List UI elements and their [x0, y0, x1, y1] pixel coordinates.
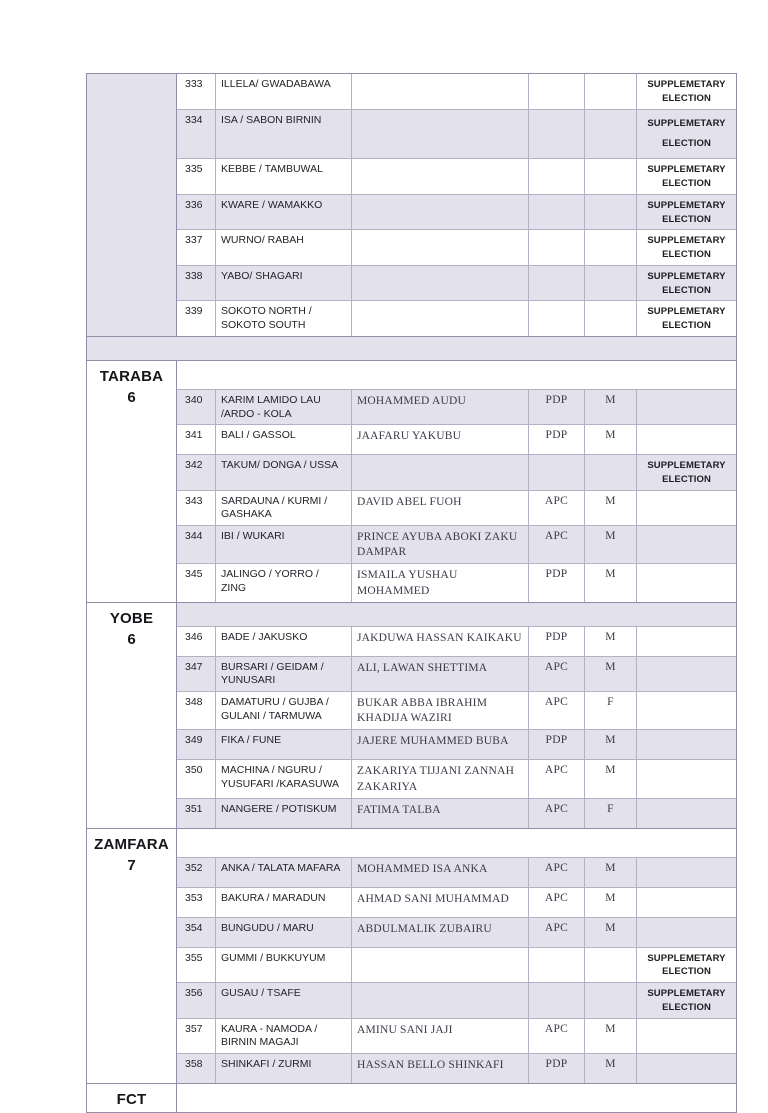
state-section: [87, 828, 736, 1083]
serial-number-cell: 346: [185, 630, 203, 643]
remark-cell: SUPPLEMETARY ELECTION: [636, 455, 736, 490]
table-row: [177, 1018, 736, 1053]
candidate-name-cell: [351, 159, 528, 194]
serial-number-cell: 341: [185, 429, 203, 442]
gender-cell: [584, 948, 636, 983]
election-results-table: [86, 73, 737, 1113]
section-header-row: [177, 361, 736, 389]
table-row: [177, 626, 736, 656]
party-cell: APC: [528, 760, 584, 797]
party-cell: [528, 230, 584, 265]
party-cell: PDP: [528, 390, 584, 424]
party-cell: [528, 74, 584, 109]
state-cell: [87, 829, 177, 1083]
state-section: [87, 602, 736, 828]
candidate-name-cell: [351, 110, 528, 159]
remark-cell: [636, 564, 736, 601]
gender-cell: F: [584, 692, 636, 729]
party-cell: [528, 301, 584, 336]
candidate-name-cell: MOHAMMED AUDU: [351, 390, 528, 424]
gender-cell: M: [584, 1054, 636, 1083]
constituency-cell: BUNGUDU / MARU: [215, 918, 351, 947]
party-cell: [528, 983, 584, 1018]
gender-cell: M: [584, 564, 636, 601]
remark-cell: [636, 692, 736, 729]
party-cell: [528, 455, 584, 490]
state-name: TARABA: [99, 367, 164, 385]
gender-cell: M: [584, 1019, 636, 1053]
serial-number-cell: 344: [185, 530, 203, 543]
table-row: [177, 729, 736, 759]
serial-number-cell: 340: [185, 393, 203, 406]
party-cell: [528, 159, 584, 194]
gender-cell: [584, 455, 636, 490]
gender-cell: [584, 74, 636, 109]
gender-cell: M: [584, 390, 636, 424]
candidate-name-cell: [351, 195, 528, 230]
constituency-cell: YABO/ SHAGARI: [215, 266, 351, 301]
state-cell: [87, 361, 177, 602]
serial-number-cell: 358: [185, 1058, 203, 1071]
party-cell: [528, 266, 584, 301]
table-row: [177, 759, 736, 797]
constituency-cell: BALI / GASSOL: [215, 425, 351, 454]
gender-cell: [584, 266, 636, 301]
constituency-cell: GUSAU / TSAFE: [215, 983, 351, 1018]
constituency-cell: SHINKAFI / ZURMI: [215, 1054, 351, 1083]
remark-cell: [636, 491, 736, 525]
section-rows: [177, 1084, 736, 1112]
constituency-cell: FIKA / FUNE: [215, 730, 351, 759]
serial-number-cell: 352: [185, 861, 203, 874]
state-seat-count: 7: [127, 856, 136, 874]
table-row: [177, 454, 736, 490]
table-row: [177, 947, 736, 983]
candidate-name-cell: [351, 455, 528, 490]
candidate-name-cell: [351, 301, 528, 336]
state-section: [87, 74, 736, 336]
serial-number-cell: 337: [185, 234, 203, 247]
party-cell: APC: [528, 657, 584, 691]
gender-cell: M: [584, 425, 636, 454]
party-cell: [528, 948, 584, 983]
gender-cell: F: [584, 799, 636, 828]
remark-cell: [636, 1019, 736, 1053]
remark-cell: SUPPLEMETARY ELECTION: [636, 983, 736, 1018]
table-row: [177, 525, 736, 563]
section-header-row: [177, 1084, 736, 1111]
remark-cell: SUPPLEMETARY ELECTION: [636, 74, 736, 109]
serial-number-cell: 349: [185, 734, 203, 747]
gender-cell: M: [584, 657, 636, 691]
state-cell: [87, 1084, 177, 1112]
table-row: [177, 798, 736, 828]
party-cell: PDP: [528, 627, 584, 656]
serial-number-cell: 350: [185, 764, 203, 777]
candidate-name-cell: JAKDUWA HASSAN KAIKAKU: [351, 627, 528, 656]
constituency-cell: KEBBE / TAMBUWAL: [215, 159, 351, 194]
remark-cell: SUPPLEMETARY ELECTION: [636, 266, 736, 301]
serial-number-cell: 333: [185, 78, 203, 90]
candidate-name-cell: AHMAD SANI MUHAMMAD: [351, 888, 528, 917]
serial-number-cell: 348: [185, 696, 203, 709]
state-section: [87, 1083, 736, 1112]
constituency-cell: SARDAUNA / KURMI / GASHAKA: [215, 491, 351, 525]
table-row: [177, 917, 736, 947]
candidate-name-cell: ABDULMALIK ZUBAIRU: [351, 918, 528, 947]
table-row: [177, 389, 736, 424]
serial-number-cell: 347: [185, 660, 203, 673]
table-row: [177, 656, 736, 691]
state-cell: [87, 603, 177, 828]
constituency-cell: BURSARI / GEIDAM / YUNUSARI: [215, 657, 351, 691]
party-cell: APC: [528, 692, 584, 729]
gender-cell: M: [584, 858, 636, 887]
serial-number-cell: 345: [185, 568, 203, 581]
candidate-name-cell: [351, 266, 528, 301]
serial-number-cell: 338: [185, 269, 203, 282]
serial-number-cell: 343: [185, 494, 203, 507]
remark-cell: [636, 858, 736, 887]
state-name: YOBE: [109, 609, 154, 627]
candidate-name-cell: ALI, LAWAN SHETTIMA: [351, 657, 528, 691]
gender-cell: [584, 301, 636, 336]
constituency-cell: IBI / WUKARI: [215, 526, 351, 563]
remark-cell: SUPPLEMETARY ELECTION: [636, 230, 736, 265]
candidate-name-cell: JAAFARU YAKUBU: [351, 425, 528, 454]
candidate-name-cell: [351, 948, 528, 983]
party-cell: APC: [528, 888, 584, 917]
candidate-name-cell: AMINU SANI JAJI: [351, 1019, 528, 1053]
remark-cell: SUPPLEMETARY ELECTION: [636, 159, 736, 194]
state-name: ZAMFARA: [94, 835, 169, 853]
table-row: [177, 691, 736, 729]
party-cell: PDP: [528, 564, 584, 601]
remark-cell: [636, 390, 736, 424]
section-rows: [177, 603, 736, 828]
section-rows: [177, 829, 736, 1083]
remark-cell: [636, 657, 736, 691]
gender-cell: [584, 230, 636, 265]
party-cell: APC: [528, 858, 584, 887]
gender-cell: [584, 110, 636, 159]
table-row: [177, 490, 736, 525]
party-cell: APC: [528, 918, 584, 947]
remark-cell: SUPPLEMETARY ELECTION: [636, 301, 736, 336]
candidate-name-cell: [351, 230, 528, 265]
remark-cell: SUPPLEMETARY ELECTION: [636, 195, 736, 230]
table-row: [177, 1053, 736, 1083]
constituency-cell: DAMATURU / GUJBA / GULANI / TARMUWA: [215, 692, 351, 729]
table-row: [177, 857, 736, 887]
party-cell: PDP: [528, 1054, 584, 1083]
constituency-cell: BADE / JAKUSKO: [215, 627, 351, 656]
constituency-cell: ANKA / TALATA MAFARA: [215, 858, 351, 887]
candidate-name-cell: ISMAILA YUSHAU MOHAMMED: [351, 564, 528, 601]
remark-cell: [636, 425, 736, 454]
table-row: [177, 109, 736, 159]
table-row: [177, 265, 736, 301]
constituency-cell: ISA / SABON BIRNIN: [215, 110, 351, 159]
gender-cell: M: [584, 760, 636, 797]
constituency-cell: KWARE / WAMAKKO: [215, 195, 351, 230]
candidate-name-cell: [351, 74, 528, 109]
state-name: FCT: [116, 1091, 147, 1109]
candidate-name-cell: DAVID ABEL FUOH: [351, 491, 528, 525]
state-seat-count: 6: [127, 389, 136, 407]
gender-cell: M: [584, 491, 636, 525]
constituency-cell: BAKURA / MARADUN: [215, 888, 351, 917]
gender-cell: [584, 159, 636, 194]
gender-cell: M: [584, 730, 636, 759]
constituency-cell: SOKOTO NORTH / SOKOTO SOUTH: [215, 301, 351, 336]
state-section: [87, 360, 736, 602]
remark-cell: [636, 918, 736, 947]
serial-number-cell: 357: [185, 1022, 203, 1035]
serial-number-cell: 336: [185, 198, 203, 211]
table-row: [177, 982, 736, 1018]
party-cell: APC: [528, 799, 584, 828]
party-cell: APC: [528, 526, 584, 563]
party-cell: [528, 195, 584, 230]
serial-number-cell: 342: [185, 459, 203, 472]
constituency-cell: KAURA - NAMODA / BIRNIN MAGAJI: [215, 1019, 351, 1053]
serial-number-cell: 335: [185, 163, 203, 176]
constituency-cell: NANGERE / POTISKUM: [215, 799, 351, 828]
serial-number-cell: 353: [185, 891, 203, 904]
serial-number-cell: 351: [185, 802, 203, 815]
constituency-cell: TAKUM/ DONGA / USSA: [215, 455, 351, 490]
serial-number-cell: 355: [185, 951, 203, 964]
gender-cell: M: [584, 627, 636, 656]
candidate-name-cell: PRINCE AYUBA ABOKI ZAKU DAMPAR: [351, 526, 528, 563]
remark-cell: [636, 760, 736, 797]
remark-cell: [636, 730, 736, 759]
gender-cell: M: [584, 888, 636, 917]
table-row: [177, 74, 736, 109]
section-spacer-band: [87, 336, 736, 360]
gender-cell: [584, 195, 636, 230]
remark-cell: SUPPLEMETARY ELECTION: [636, 110, 736, 159]
table-row: [177, 194, 736, 230]
remark-cell: [636, 888, 736, 917]
candidate-name-cell: BUKAR ABBA IBRAHIM KHADIJA WAZIRI: [351, 692, 528, 729]
gender-cell: M: [584, 526, 636, 563]
table-row: [177, 887, 736, 917]
table-row: [177, 300, 736, 336]
gender-cell: M: [584, 918, 636, 947]
constituency-cell: JALINGO / YORRO / ZING: [215, 564, 351, 601]
serial-number-cell: 356: [185, 987, 203, 1000]
remark-cell: SUPPLEMETARY ELECTION: [636, 948, 736, 983]
constituency-cell: GUMMI / BUKKUYUM: [215, 948, 351, 983]
serial-number-cell: 339: [185, 305, 203, 318]
party-cell: PDP: [528, 425, 584, 454]
candidate-name-cell: [351, 983, 528, 1018]
candidate-name-cell: MOHAMMED ISA ANKA: [351, 858, 528, 887]
party-cell: APC: [528, 491, 584, 525]
candidate-name-cell: ZAKARIYA TIJJANI ZANNAH ZAKARIYA: [351, 760, 528, 797]
constituency-cell: MACHINA / NGURU / YUSUFARI /KARASUWA: [215, 760, 351, 797]
candidate-name-cell: JAJERE MUHAMMED BUBA: [351, 730, 528, 759]
section-rows: [177, 74, 736, 336]
state-seat-count: 6: [127, 631, 136, 648]
state-cell: [87, 74, 177, 336]
section-header-row: [177, 603, 736, 626]
candidate-name-cell: HASSAN BELLO SHINKAFI: [351, 1054, 528, 1083]
section-header-row: [177, 829, 736, 857]
party-cell: PDP: [528, 730, 584, 759]
constituency-cell: WURNO/ RABAH: [215, 230, 351, 265]
constituency-cell: KARIM LAMIDO LAU /ARDO - KOLA: [215, 390, 351, 424]
table-row: [177, 424, 736, 454]
remark-cell: [636, 627, 736, 656]
table-row: [177, 229, 736, 265]
serial-number-cell: 334: [185, 113, 203, 126]
party-cell: APC: [528, 1019, 584, 1053]
table-row: [177, 563, 736, 601]
party-cell: [528, 110, 584, 159]
serial-number-cell: 354: [185, 921, 203, 934]
remark-cell: [636, 1054, 736, 1083]
candidate-name-cell: FATIMA TALBA: [351, 799, 528, 828]
section-rows: [177, 361, 736, 602]
remark-cell: [636, 799, 736, 828]
remark-cell: [636, 526, 736, 563]
gender-cell: [584, 983, 636, 1018]
table-row: [177, 158, 736, 194]
constituency-cell: ILLELA/ GWADABAWA: [215, 74, 351, 109]
